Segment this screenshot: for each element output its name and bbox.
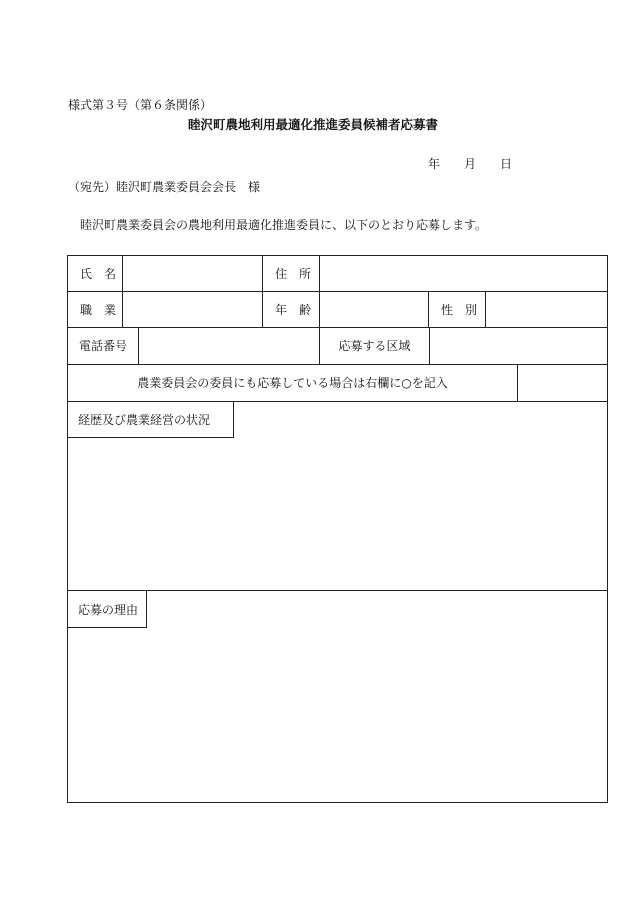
career-label: 経歴及び農業経営の状況 bbox=[67, 401, 234, 438]
address-field[interactable] bbox=[319, 255, 608, 292]
committee-mark-field[interactable] bbox=[517, 364, 608, 402]
date-month-label: 月 bbox=[464, 157, 477, 171]
occupation-label: 職 業 bbox=[67, 291, 123, 328]
age-label: 年 齢 bbox=[262, 291, 320, 328]
addressee: （宛先）睦沢町農業委員会会長 様 bbox=[68, 180, 261, 194]
occupation-field[interactable] bbox=[122, 291, 263, 328]
name-label: 氏 名 bbox=[67, 255, 123, 292]
phone-label: 電話番号 bbox=[67, 327, 139, 365]
reason-section[interactable] bbox=[67, 590, 608, 803]
name-field[interactable] bbox=[122, 255, 263, 292]
age-field[interactable] bbox=[319, 291, 429, 328]
date-day-label: 日 bbox=[500, 157, 513, 171]
reason-label: 応募の理由 bbox=[67, 590, 147, 628]
page-title: 睦沢町農地利用最適化推進委員候補者応募書 bbox=[188, 117, 439, 132]
district-label: 応募する区域 bbox=[319, 327, 430, 365]
form-number: 様式第３号（第６条関係） bbox=[68, 98, 213, 112]
address-label: 住 所 bbox=[262, 255, 320, 292]
gender-field[interactable] bbox=[485, 291, 608, 328]
district-field[interactable] bbox=[429, 327, 608, 365]
committee-note: 農業委員会の委員にも応募している場合は右欄に○を記入 bbox=[67, 364, 518, 402]
phone-field[interactable] bbox=[138, 327, 320, 365]
gender-label: 性 別 bbox=[428, 291, 486, 328]
intro-text: 睦沢町農業委員会の農地利用最適化推進委員に、以下のとおり応募します。 bbox=[80, 218, 488, 232]
date-year-label: 年 bbox=[428, 157, 441, 171]
